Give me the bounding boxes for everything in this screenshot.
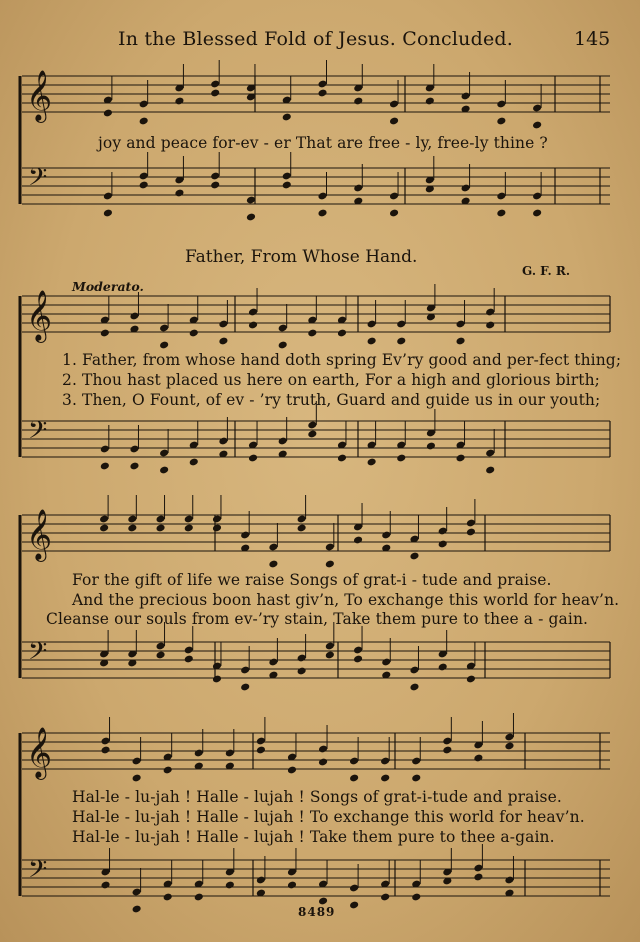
lyric-line-6: Cleanse our souls from ev-’ry stain, Take them pure to thee a - gain.: [46, 610, 589, 628]
plate-number: 8489: [298, 905, 336, 919]
lyric-line-7: Hal-le - lu-jah ! Halle - lujah ! Songs of grat-i-tude and praise.: [72, 788, 562, 806]
treble-clef-4: 𝄞: [26, 727, 53, 778]
bass-clef-4: 𝄢: [28, 855, 48, 890]
lyric-line-9: Hal-le - lu-jah ! Halle - lujah ! Take them pure to thee a-gain.: [72, 828, 555, 846]
lyrics-concluded: joy and peace for-ev - er That are free - ly, free-ly thine ?: [98, 134, 548, 152]
bass-notes-1: [103, 152, 542, 221]
header-title: In the Blessed Fold of Jesus. Concluded.: [118, 28, 513, 50]
hymn-author: G. F. R.: [522, 264, 570, 278]
treble-staff-3: [22, 515, 610, 551]
treble-staff-4: [22, 733, 610, 769]
treble-clef-3: 𝄞: [26, 509, 53, 560]
lyric-line-8: Hal-le - lu-jah ! Halle - lujah ! To exchange this world for heav’n.: [72, 808, 585, 826]
bass-staff-3: [22, 642, 610, 678]
bass-notes-2: [100, 401, 495, 474]
lyric-line-3: 3. Then, O Fount, of ev - ’ry truth, Guard and guide us in our youth;: [62, 391, 601, 409]
treble-notes-1: [103, 60, 542, 129]
treble-notes-2: [100, 284, 495, 349]
treble-notes-4: [100, 713, 514, 782]
bass-notes-4: [100, 844, 514, 913]
bass-staff-1: [22, 168, 610, 204]
page-number: 145: [574, 28, 611, 50]
lyric-line-5: And the precious boon hast giv’n, To exchange this world for heav’n.: [72, 591, 620, 609]
bass-clef-2: 𝄢: [28, 416, 48, 451]
lyric-line-1: 1. Father, from whose hand doth spring Ev’ry good and per-fect thing;: [62, 351, 622, 369]
treble-clef-1: 𝄞: [26, 70, 53, 121]
lyric-line-2: 2. Thou hast placed us here on earth, For a high and glorious birth;: [62, 371, 600, 389]
bass-clef-1: 𝄢: [28, 163, 48, 198]
bass-clef-3: 𝄢: [28, 637, 48, 672]
lyric-line-4: For the gift of life we raise Songs of grat-i - tude and praise.: [72, 571, 552, 589]
bass-staff-4: [22, 860, 610, 896]
treble-staff-1: [22, 76, 610, 112]
bass-notes-3: [99, 622, 476, 691]
hymn-title: Father, From Whose Hand.: [185, 247, 418, 267]
bass-staff-2: [22, 421, 610, 457]
treble-notes-3: [99, 495, 476, 568]
tempo-marking: Moderato.: [72, 279, 144, 294]
treble-clef-2: 𝄞: [26, 290, 53, 341]
